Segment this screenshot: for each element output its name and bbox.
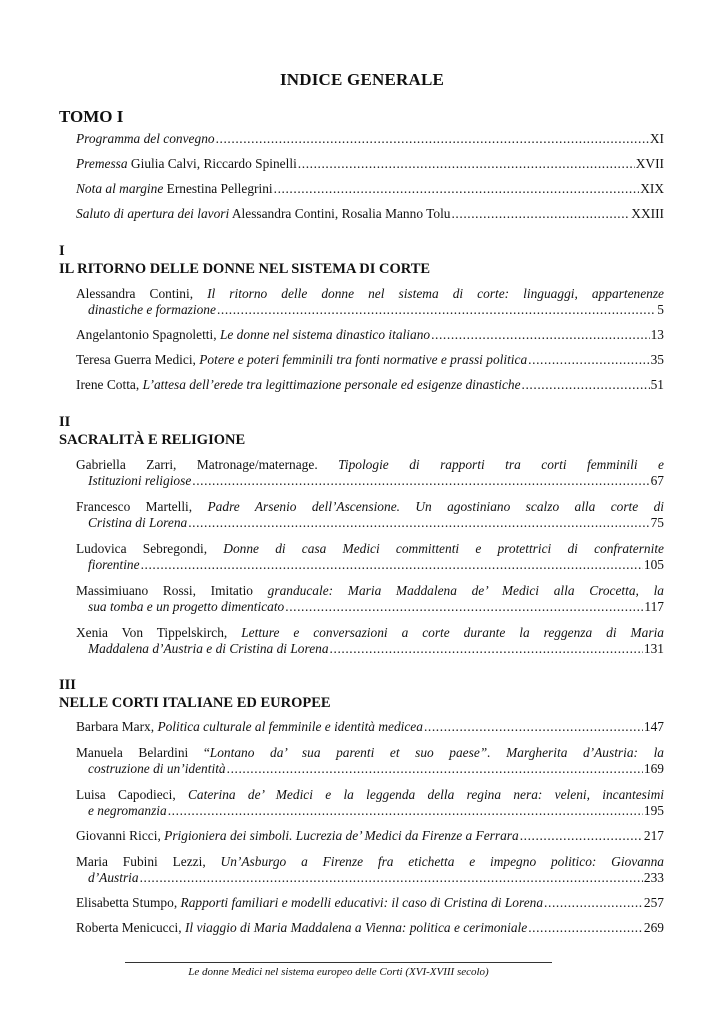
entry-author: Giovanni Ricci, (76, 828, 165, 843)
toc-line (76, 719, 664, 735)
toc-line (76, 327, 664, 343)
toc-entry (76, 853, 664, 886)
dot-leader (192, 473, 649, 489)
entry-first-line (76, 582, 664, 599)
toc-line (88, 641, 664, 657)
page-number: 51 (650, 377, 664, 392)
entry-author: Ludovica Sebregondi, (76, 541, 224, 556)
entry-first-line (76, 624, 664, 641)
entry-author: Massimiuano Rossi, (76, 583, 211, 598)
entry-author: Alessandra Contini, (76, 286, 208, 301)
entry-title: Tipologie di rapporti tra corti femminili e (338, 457, 664, 472)
toc-entry (76, 582, 664, 615)
toc-line-text (76, 327, 430, 343)
toc-line (76, 895, 664, 911)
toc-line (88, 557, 664, 573)
entry-title: Caterina de’ Medici e la leggenda della regina nera: veleni, incantesimi (187, 787, 664, 802)
toc-line-text (76, 156, 297, 172)
dot-leader (298, 156, 635, 172)
entry-author: Barbara Marx, (76, 719, 158, 734)
toc-line (76, 181, 664, 197)
section-2 (59, 413, 664, 666)
toc-line-text (76, 828, 519, 844)
entry-title: Politica culturale al femminile e identità medicea (157, 719, 423, 734)
entry-title: Lontano da’ sua parenti et suo paese”. Margherita d’Austria: la (209, 745, 664, 760)
dot-leader (330, 641, 643, 657)
entry-title-roman: Imitatio (210, 583, 268, 598)
toc-entry (76, 828, 664, 844)
running-footer: Le donne Medici nel sistema europeo delle Corti (XVI-XVIII secolo) (188, 966, 489, 978)
page-number: XXIII (631, 206, 664, 221)
toc-line-text (88, 515, 187, 531)
entry-author: Francesco Martelli, (76, 499, 208, 514)
toc-line-text (76, 719, 423, 735)
toc-entry (76, 456, 664, 489)
entry-title: Saluto di apertura dei lavori (76, 206, 230, 221)
entry-title-continued: Cristina di Lorena (88, 515, 188, 530)
page-number: XIX (640, 181, 664, 196)
entry-author: Manuela Belardini “ (76, 745, 210, 760)
entry-title-continued: dinastiche e formazione (88, 302, 216, 317)
entry-first-line (76, 540, 664, 557)
entry-authors: Giulia Calvi, Riccardo Spinelli (127, 156, 297, 171)
page-number: 147 (643, 719, 664, 734)
toc-entry (76, 498, 664, 531)
page-number: 257 (643, 895, 664, 910)
entry-title: Nota al margine (76, 181, 164, 196)
entry-title: Programma del convegno (76, 131, 215, 146)
toc-entry (76, 327, 664, 343)
toc-line-text (88, 870, 139, 886)
footer-divider (125, 962, 552, 963)
toc-line-text (88, 557, 140, 573)
front-matter-list (76, 131, 664, 231)
page-number: 105 (643, 557, 664, 572)
entry-title: granducale: Maria Maddalena de’ Medici alla Crocetta, la (267, 583, 664, 598)
toc-entry (76, 744, 664, 777)
dot-leader (520, 828, 643, 844)
entry-title: Premessa (76, 156, 128, 171)
dot-leader (140, 870, 643, 886)
toc-line (76, 352, 664, 368)
dot-leader (528, 352, 649, 368)
toc-line (88, 302, 664, 318)
dot-leader (168, 803, 643, 819)
entry-first-line (76, 744, 664, 761)
toc-line-text (76, 352, 527, 368)
dot-leader (431, 327, 650, 343)
toc-line-text (76, 131, 215, 147)
entry-title: Il viaggio di Maria Maddalena a Vienna: politica e cerimoniale (184, 920, 528, 935)
entry-title: Letture e conversazioni a corte durante la reggenza di Maria (241, 625, 665, 640)
toc-line-text (88, 761, 226, 777)
toc-line (88, 761, 664, 777)
page-number: 5 (657, 302, 664, 317)
toc-line (76, 828, 664, 844)
page-number: XI (649, 131, 664, 146)
dot-leader (216, 131, 649, 147)
dot-leader (217, 302, 656, 318)
page-number: 35 (650, 352, 664, 367)
page-number: 67 (650, 473, 664, 488)
entry-title: Le donne nel sistema dinastico italiano (219, 327, 431, 342)
toc-line (88, 599, 664, 615)
entry-title-continued: costruzione di un’identità (88, 761, 226, 776)
section-3 (59, 676, 664, 945)
toc-entry (76, 895, 664, 911)
page-number: 217 (643, 828, 664, 843)
entry-author: Elisabetta Stumpo, (76, 895, 181, 910)
page-title: INDICE GENERALE (279, 70, 445, 89)
toc-line (76, 156, 664, 172)
page-number: 13 (650, 327, 664, 342)
entry-first-line (76, 498, 664, 515)
entry-title-continued: e negromanzia (88, 803, 167, 818)
entry-title: Rapporti familiari e modelli educativi: il caso di Cristina di Lorena (180, 895, 544, 910)
toc-entry (76, 285, 664, 318)
entry-title: Padre Arsenio dell’Ascensione. Un agostiniano scalzo alla corte di (207, 499, 665, 514)
entry-title-continued: sua tomba e un progetto dimenticato (88, 599, 285, 614)
entry-first-line (76, 853, 664, 870)
section-title: IL RITORNO DELLE DONNE NEL SISTEMA DI CORTE (59, 261, 431, 277)
page-number: 131 (643, 641, 664, 656)
dot-leader (451, 206, 630, 222)
entry-author: Luisa Capodieci, (76, 787, 188, 802)
entry-title-continued: Maddalena d’Austria e di Cristina di Lorena (88, 641, 329, 656)
toc-line-text (88, 599, 284, 615)
toc-line-text (76, 920, 527, 936)
toc-line (88, 803, 664, 819)
toc-line (88, 515, 664, 531)
entry-title: L’attesa dell’erede tra legittimazione personale ed esigenze dinastiche (142, 377, 521, 392)
toc-line-text (88, 641, 329, 657)
entry-title: Donne di casa Medici committenti e protettrici di confraternite (223, 541, 664, 556)
dot-leader (528, 920, 643, 936)
dot-leader (522, 377, 650, 393)
toc-line (88, 473, 664, 489)
entry-author: Angelantonio Spagnoletti, (76, 327, 220, 342)
entry-title-roman: Matronage/maternage. (196, 457, 339, 472)
page-number: 269 (643, 920, 664, 935)
entry-authors: Alessandra Contini, Rosalia Manno Tolu (229, 206, 451, 221)
entry-author: Xenia Von Tippelskirch, (76, 625, 242, 640)
section-title: NELLE CORTI ITALIANE ED EUROPEE (59, 695, 331, 711)
dot-leader (227, 761, 643, 777)
entry-title-continued: fiorentine (88, 557, 140, 572)
entry-title-continued: d’Austria (88, 870, 139, 885)
section-number: II (59, 414, 71, 430)
page-number: 75 (650, 515, 664, 530)
entry-first-line (76, 285, 664, 302)
toc-entry (76, 719, 664, 735)
entry-author: Irene Cotta, (76, 377, 143, 392)
page-number: 233 (643, 870, 664, 885)
entry-authors: Ernestina Pellegrini (163, 181, 273, 196)
toc-entry (76, 786, 664, 819)
entry-title: Prigioniera dei simboli. Lucrezia de’ Medici da Firenze a Ferrara (164, 828, 519, 843)
entry-title-continued: Istituzioni religiose (88, 473, 192, 488)
page-number: 195 (643, 803, 664, 818)
section-number: I (59, 243, 65, 259)
toc-line (76, 377, 664, 393)
toc-line-text (88, 803, 167, 819)
toc-line-text (88, 473, 191, 489)
toc-entry (76, 352, 664, 368)
entry-author: Gabriella Zarri, (76, 457, 197, 472)
entry-first-line (76, 456, 664, 473)
toc-line (76, 206, 664, 222)
dot-leader (424, 719, 643, 735)
toc-entry (76, 377, 664, 393)
toc-line-text (76, 895, 543, 911)
dot-leader (285, 599, 643, 615)
tomo-heading: TOMO I (59, 107, 124, 126)
entry-author: Maria Fubini Lezzi, (76, 854, 221, 869)
entry-title: Un’Asburgo a Firenze fra etichetta e impegno politico: Giovanna (220, 854, 664, 869)
toc-line-text (76, 377, 521, 393)
toc-line-text (88, 302, 216, 318)
entry-author: Roberta Menicucci, (76, 920, 185, 935)
page-number: 117 (644, 599, 664, 614)
toc-line-text (76, 206, 450, 222)
dot-leader (544, 895, 643, 911)
toc-line-text (76, 181, 273, 197)
toc-entry (76, 540, 664, 573)
entry-title: Il ritorno delle donne nel sistema di corte: linguaggi, appartenenze (207, 286, 665, 301)
toc-line (88, 870, 664, 886)
section-number: III (59, 677, 76, 693)
toc-line (76, 131, 664, 147)
section-title: SACRALITÀ E RELIGIONE (59, 432, 246, 448)
page-number: XVII (635, 156, 664, 171)
section-1 (59, 242, 664, 402)
dot-leader (188, 515, 649, 531)
entry-title: Potere e poteri femminili tra fonti normative e prassi politica (199, 352, 528, 367)
dot-leader (141, 557, 643, 573)
dot-leader (274, 181, 640, 197)
toc-line (76, 920, 664, 936)
page-number: 169 (643, 761, 664, 776)
entry-author: Teresa Guerra Medici, (76, 352, 200, 367)
toc-entry (76, 920, 664, 936)
entry-first-line (76, 786, 664, 803)
toc-entry (76, 624, 664, 657)
